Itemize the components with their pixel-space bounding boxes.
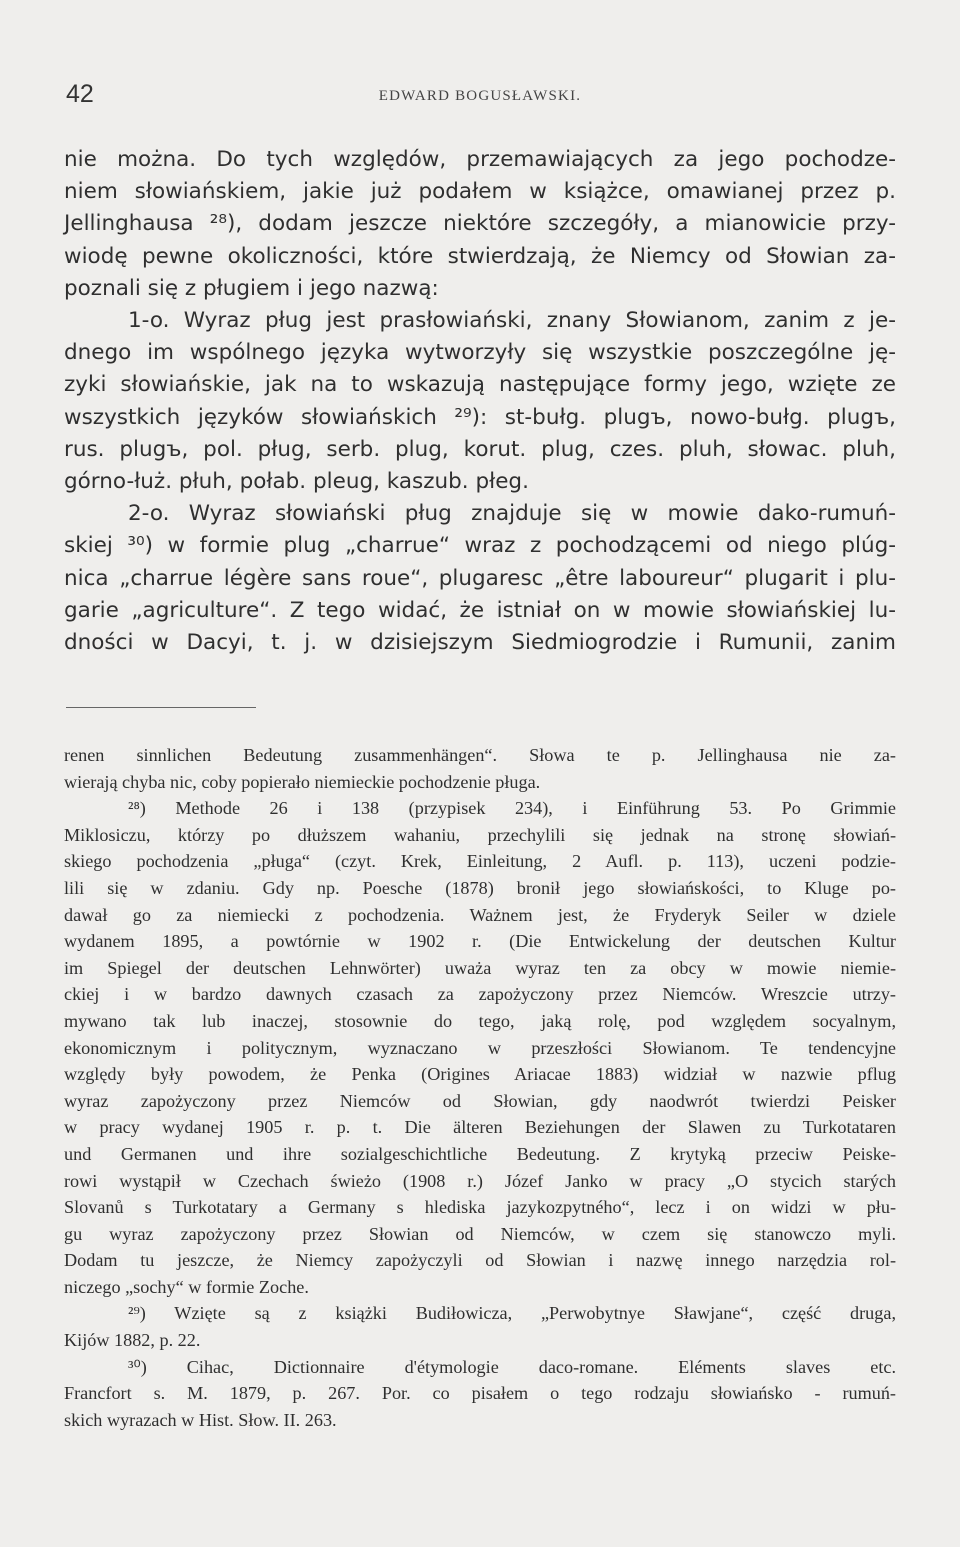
- main-text-line: wszystkich języków słowiańskich ²⁹): st-bułg. plugъ, nowo-bułg. plugъ,: [64, 404, 896, 430]
- footnote-line: dawał go za niemiecki z pochodzenia. Ważnem jest, że Fryderyk Seiler w dziele: [64, 904, 896, 925]
- footnote-line: skich wyrazach w Hist. Słow. II. 263.: [64, 1409, 337, 1430]
- footnotes: [64, 742, 896, 1433]
- footnote-line: wierają chyba nic, coby popierało niemieckie pochodzenie pługa.: [64, 771, 541, 792]
- main-text-line: wiodę pewne okoliczności, które stwierdzają, że Niemcy od Słowian za-: [64, 243, 896, 269]
- main-text-line: Jellinghausa ²⁸), dodam jeszcze niektóre szczegóły, a mianowicie przy-: [64, 211, 896, 237]
- footnote-line: mywano tak lub inaczej, stosownie do tego, jaką rolę, pod względem socyalnym,: [64, 1010, 896, 1031]
- main-text-line: nie można. Do tych względów, przemawiających za jego pochodze-: [64, 147, 896, 172]
- footnote-line: Francfort s. M. 1879, p. 267. Por. co pisałem o tego rodzaju słowiańsko - rumuń-: [64, 1383, 896, 1404]
- footnote-line: gu wyraz zapożyczony przez Słowian od Niemców, w czem się stanowczo myli.: [64, 1223, 896, 1244]
- footnote-line: Slovanů s Turkotatary a Germany s hlediska jazykozpytného“, lecz i on widzi w płu-: [64, 1197, 896, 1218]
- page-number: 42: [66, 80, 94, 108]
- footnote-divider: [66, 707, 256, 708]
- page-header: [66, 80, 894, 110]
- footnote-line: Miklosiczu, którzy po dłuższem wahaniu, przechylili się jednak na stronę słowiań-: [64, 824, 896, 845]
- main-text-line: 1-o. Wyraz pług jest prasłowiański, znany Słowianom, zanim z je-: [128, 308, 896, 334]
- footnote-line: ³⁰) Cihac, Dictionnaire d'étymologie daco-romane. Eléments slaves etc.: [128, 1356, 896, 1377]
- footnote-line: skiego pochodzenia „pługa“ (czyt. Krek, Einleitung, 2 Aufl. p. 113), uczeni podzie-: [64, 851, 896, 872]
- main-text-line: 2-o. Wyraz słowiański pług znajduje się w mowie dako-rumuń-: [128, 501, 896, 527]
- main-text-line: garie „agriculture“. Z tego widać, że istniał on w mowie słowiańskiej lu-: [64, 597, 896, 623]
- footnote-line: renen sinnlichen Bedeutung zusammenhängen“. Słowa te p. Jellinghausa nie za-: [64, 745, 896, 765]
- footnote-line: Kijów 1882, p. 22.: [64, 1330, 201, 1351]
- footnote-line: rowi wystąpił w Czechach świeżo (1908 r.) Józef Janko w pracy „O stycich starých: [64, 1170, 896, 1191]
- main-text: [64, 144, 896, 659]
- footnote-line: wydanem 1895, a powtórnie w 1902 r. (Die Entwickelung der deutschen Kultur: [64, 931, 896, 952]
- footnote-line: niczego „sochy“ w formie Zoche.: [64, 1276, 309, 1297]
- footnote-line: und Germanen und ihre sozialgeschichtliche Bedeutung. Z krytyką przeciw Peiske-: [64, 1143, 896, 1164]
- main-text-line: poznali się z pługiem i jego nazwą:: [64, 275, 439, 301]
- main-text-line: dnego im wspólnego języka wytworzyły się wszystkie poszczególne ję-: [64, 340, 896, 366]
- footnote-line: im Spiegel der deutschen Lehnwörter) uważa wyraz ten za obcy w mowie niemie-: [64, 957, 896, 978]
- footnote-line: ²⁹) Wzięte są z książki Budiłowicza, „Perwobytnye Sławjane“, część druga,: [128, 1303, 896, 1324]
- footnote-line: względy były powodem, że Penka (Origines Ariacae 1883) widział w nazwie pflug: [64, 1064, 896, 1085]
- footnote-line: Dodam tu jeszcze, że Niemcy zapożyczyli od Słowian i nazwę innego narzędzia rol-: [64, 1250, 896, 1271]
- main-text-line: górno-łuż. płuh, połab. pleug, kaszub. płeg.: [64, 469, 529, 495]
- footnote-line: w pracy wydanej 1905 r. p. t. Die älteren Beziehungen der Slawen zu Turkotataren: [64, 1117, 896, 1138]
- main-text-line: niem słowiańskiem, jakie już podałem w książce, omawianej przez p.: [64, 179, 896, 205]
- main-text-line: zyki słowiańskie, jak na to wskazują następujące formy jego, wzięte ze: [64, 372, 896, 398]
- footnote-line: ekonomicznym i politycznym, wyznaczano w przeszłości Słowianom. Te tendencyjne: [64, 1037, 896, 1058]
- footnote-line: ²⁸) Methode 26 i 138 (przypisek 234), i Einführung 53. Po Grimmie: [128, 798, 896, 819]
- main-text-line: dności w Dacyi, t. j. w dzisiejszym Siedmiogrodzie i Rumunii, zanim: [64, 630, 896, 656]
- running-head: EDWARD BOGUSŁAWSKI.: [378, 88, 582, 104]
- main-text-line: rus. plugъ, pol. pług, serb. plug, korut. plug, czes. pluh, słowac. pluh,: [64, 436, 896, 462]
- footnote-line: ckiej i w bardzo dawnych czasach za zapożyczony przez Niemców. Wreszcie utrzy-: [64, 984, 896, 1005]
- main-text-line: skiej ³⁰) w formie plug „charrue“ wraz z pochodzącemi od niego plúg-: [64, 533, 896, 559]
- main-text-line: nica „charrue légère sans roue“, plugaresc „être laboureur“ plugarit i plu-: [64, 565, 896, 591]
- footnote-line: lili się w zdaniu. Gdy np. Poesche (1878) bronił jego słowiańskości, to Kluge po-: [64, 877, 896, 898]
- footnote-line: wyraz zapożyczony przez Niemców od Słowian, gdy naodwrót twierdzi Peisker: [64, 1090, 896, 1111]
